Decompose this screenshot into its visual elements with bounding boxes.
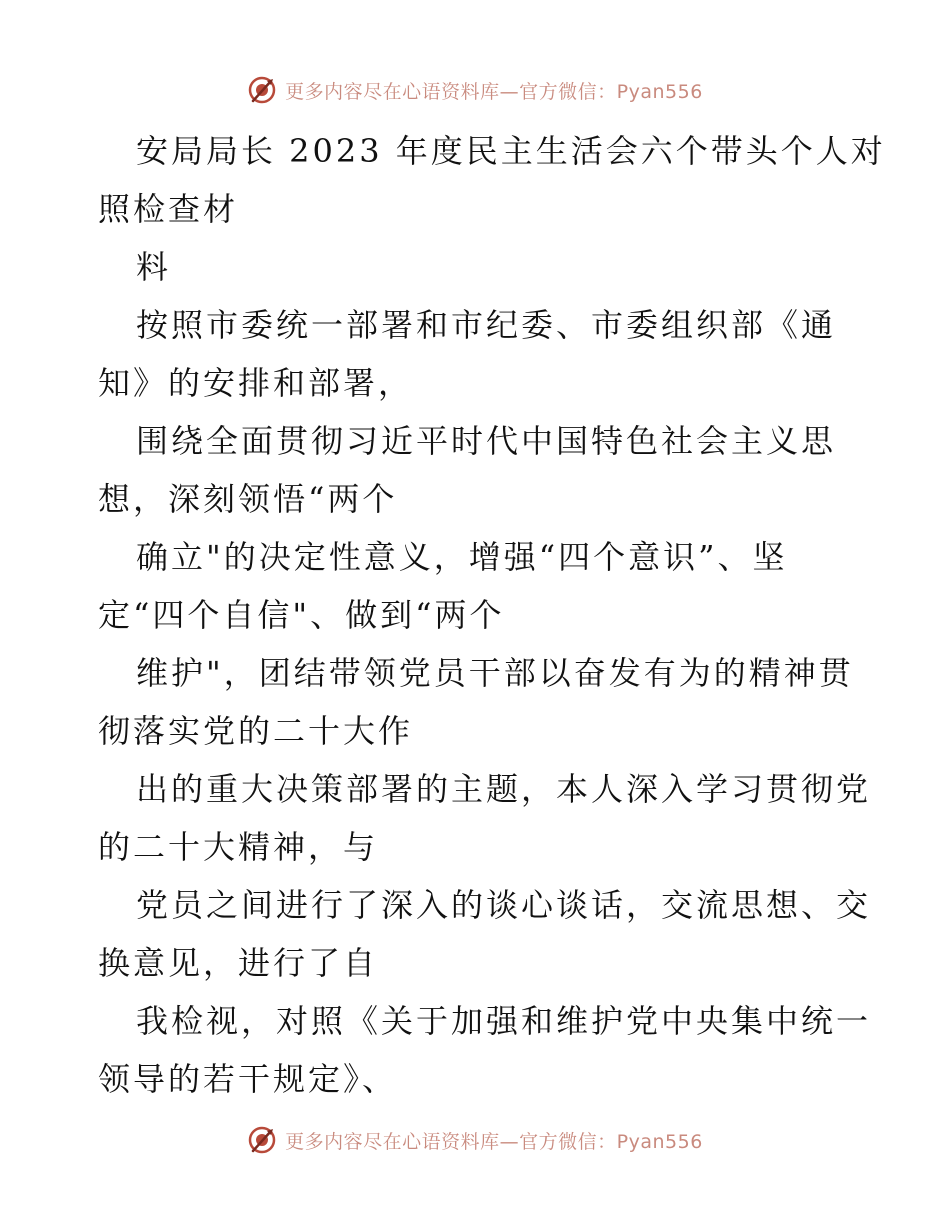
text-line: 想，深刻领悟“两个 (98, 480, 398, 518)
text-line: 彻落实党的二十大作 (98, 712, 414, 750)
text-line: 党员之间进行了深入的谈心谈话，交流思想、交 (136, 886, 872, 924)
quill-seal-icon (247, 1125, 277, 1155)
text-line: 换意见，进行了自 (98, 944, 379, 982)
quill-seal-icon (247, 75, 277, 105)
text-line: 定“四个自信"、做到“两个 (98, 596, 505, 634)
watermark-text: 更多内容尽在心语资料库—官方微信：Pyan556 (285, 1130, 703, 1153)
text-line: 安局局长 2023 年度民主生活会六个带头个人对 (136, 132, 886, 170)
text-line: 照检查材 (98, 190, 239, 228)
text-line: 领导的若干规定》、 (98, 1060, 398, 1098)
text-line: 出的重大决策部署的主题，本人深入学习贯彻党 (136, 770, 872, 808)
text-line: 围绕全面贯彻习近平时代中国特色社会主义思 (136, 422, 837, 460)
text-line: 知》的安排和部署， (98, 364, 414, 402)
text-line: 按照市委统一部署和市纪委、市委组织部《通 (136, 306, 837, 344)
text-line: 确立"的决定性意义，增强“四个意识”、坚 (136, 538, 788, 576)
text-line: 我检视，对照《关于加强和维护党中央集中统一 (136, 1002, 872, 1040)
header-watermark (0, 70, 950, 110)
text-line: 的二十大精神，与 (98, 828, 379, 866)
footer-watermark (0, 1120, 950, 1160)
watermark-text: 更多内容尽在心语资料库—官方微信：Pyan556 (285, 80, 703, 103)
text-line: 料 (136, 248, 172, 286)
text-line: 维护"，团结带领党员干部以奋发有为的精神贯 (136, 654, 854, 692)
document-body (98, 122, 886, 1108)
